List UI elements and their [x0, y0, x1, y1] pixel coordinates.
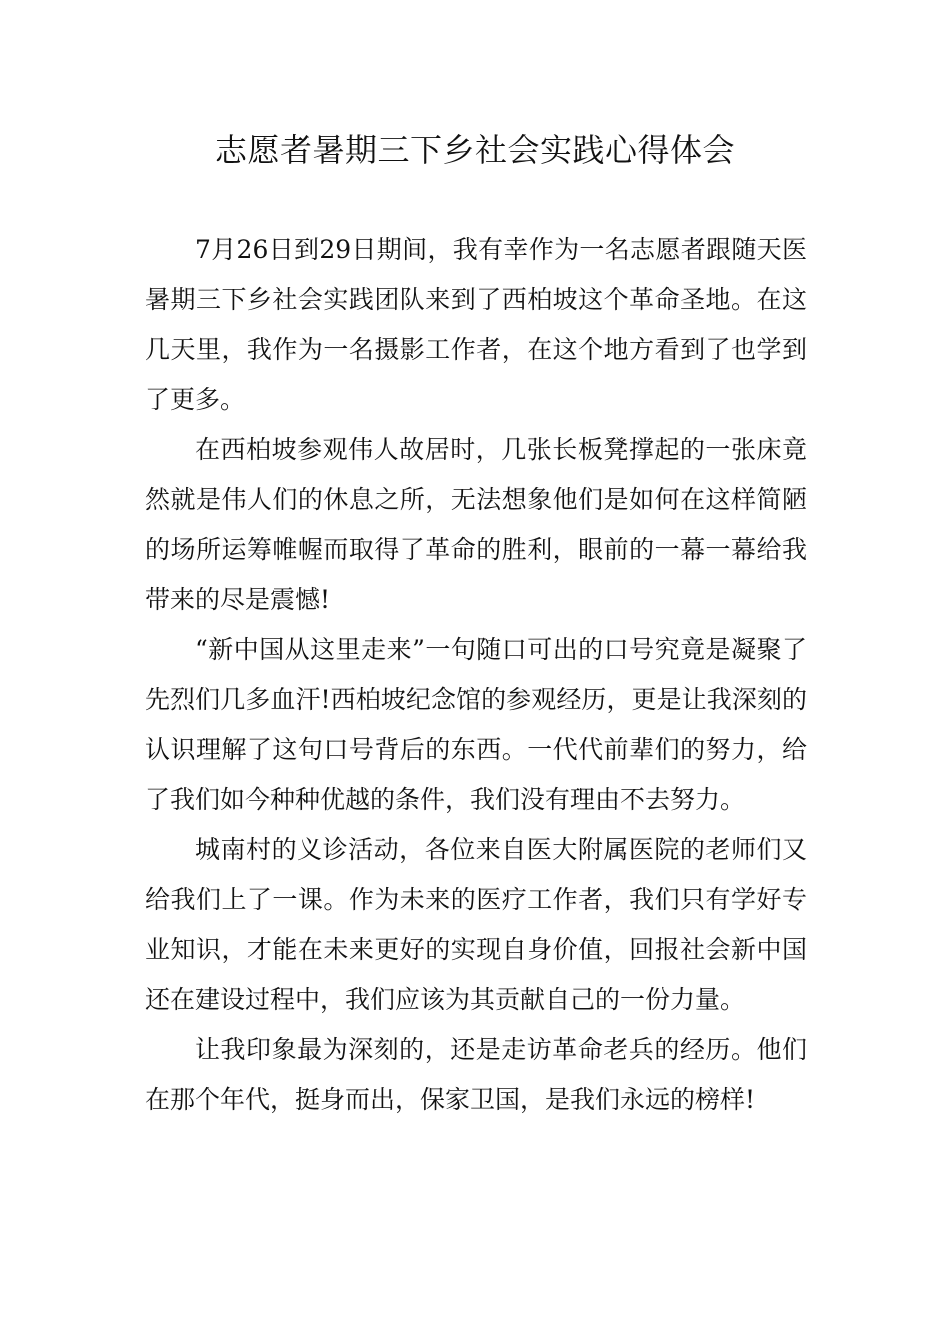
document-title: 志愿者暑期三下乡社会实践心得体会: [214, 131, 735, 169]
paragraph-2: 在西柏坡参观伟人故居时，几张长板凳撑起的一张床竟然就是伟人们的休息之所，无法想象他们是如何在这样简陋的场所运筹帷幄而取得了革命的胜利，眼前的一幕一幕给我带来的尽是震憾!: [145, 435, 807, 614]
document-body: [145, 225, 807, 1125]
paragraph-3: “新中国从这里走来”一句随口可出的口号究竟是凝聚了先烈们几多血汗!西柏坡纪念馆的参观经历，更是让我深刻的认识理解了这句口号背后的东西。一代代前辈们的努力，给了我们如今种种优越的条件，我们没有理由不去努力。: [145, 635, 807, 814]
paragraph-1: 7月26日到29日期间，我有幸作为一名志愿者跟随天医暑期三下乡社会实践团队来到了西柏坡这个革命圣地。在这几天里，我作为一名摄影工作者，在这个地方看到了也学到了更多。: [145, 235, 807, 414]
paragraph-5: 让我印象最为深刻的，还是走访革命老兵的经历。他们在那个年代，挺身而出，保家卫国，是我们永远的榜样!: [145, 1035, 807, 1114]
paragraph-4: 城南村的义诊活动，各位来自医大附属医院的老师们又给我们上了一课。作为未来的医疗工作者，我们只有学好专业知识，才能在未来更好的实现自身价值，回报社会新中国还在建设过程中，我们应该为其贡献自己的一份力量。: [145, 835, 807, 1014]
